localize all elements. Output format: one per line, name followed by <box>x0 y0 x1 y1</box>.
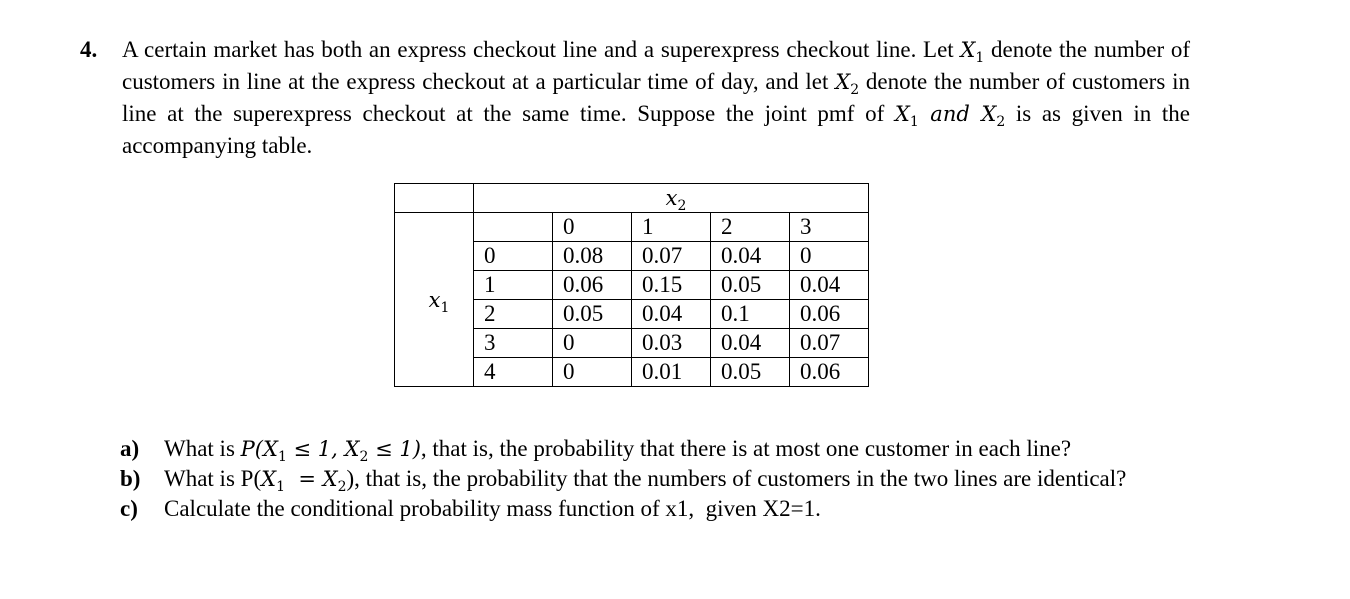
probability-expression: $P(X_1 \le 1$, $X_2 \le 1$) <box>240 437 421 466</box>
probability-cell: 0.07 <box>790 329 869 358</box>
empty-cell <box>474 213 553 242</box>
probability-cell: 0.15 <box>632 271 711 300</box>
probability-cell: 0.04 <box>790 271 869 300</box>
question-b: b) What is $P(X_1 = X_2)$, that is, the probability that the numbers of customers in the two lines are identical? <box>120 466 1127 496</box>
statement-part-2: denote the number of customers in line at the express checkout at a particular time of day, and let <box>122 37 1190 94</box>
question-c: c) Calculate the conditional probability mass function of x1, given X2=1. <box>120 496 821 521</box>
probability-cell: 0.07 <box>632 242 711 271</box>
column-value: 1 <box>632 213 711 242</box>
question-letter: c) <box>120 496 138 521</box>
probability-cell: 0.08 <box>553 242 632 271</box>
row-value: 0 <box>474 242 553 271</box>
statement-part-3: denote the number of customers in line at the superexpress checkout at the same time. Suppose the joint pmf of <box>122 69 1190 126</box>
question-list <box>120 434 1182 523</box>
question-letter: a) <box>120 436 140 461</box>
joint-pmf-table <box>394 183 869 387</box>
probability-cell: 0 <box>553 358 632 387</box>
probability-cell: 0.06 <box>553 271 632 300</box>
probability-cell: 0.01 <box>632 358 711 387</box>
probability-cell: 0.1 <box>711 300 790 329</box>
probability-cell: 0 <box>553 329 632 358</box>
probability-cell: 0.03 <box>632 329 711 358</box>
probability-cell: 0.05 <box>553 300 632 329</box>
question-letter: b) <box>120 466 141 491</box>
table-header-row <box>395 184 869 213</box>
column-values-row <box>395 213 869 242</box>
probability-cell: 0.04 <box>711 242 790 271</box>
problem-4 <box>80 34 1190 161</box>
probability-cell: 0.05 <box>711 358 790 387</box>
column-value: 2 <box>711 213 790 242</box>
problem-number: 4. <box>80 37 98 62</box>
column-value: 3 <box>790 213 869 242</box>
var-x1-and-x2: $X_1$ and $X_2$ <box>894 102 1006 131</box>
question-a: a) What is $P(X_1 \le 1$, $X_2 \le 1$), that is, the probability that there is at most one customer in each line? <box>120 436 1072 466</box>
var-x2: $X_2$ <box>835 70 860 99</box>
column-variable-header: $x_2$ <box>474 184 869 213</box>
row-value: 3 <box>474 329 553 358</box>
problem-statement <box>122 34 1190 161</box>
probability-cell: 0 <box>790 242 869 271</box>
row-value: 1 <box>474 271 553 300</box>
probability-cell: 0.05 <box>711 271 790 300</box>
probability-expression: $X_1 = X_2$ <box>261 467 347 496</box>
row-value: 2 <box>474 300 553 329</box>
statement-part-1: A certain market has both an express checkout line and a superexpress checkout line. Let <box>122 37 961 62</box>
statement-part-4: is as given in the accompanying table. <box>122 101 1190 158</box>
column-value: 0 <box>553 213 632 242</box>
probability-cell: 0.04 <box>711 329 790 358</box>
probability-cell: 0.04 <box>632 300 711 329</box>
row-variable-header: $x_1$ <box>395 213 474 387</box>
probability-cell: 0.06 <box>790 358 869 387</box>
probability-cell: 0.06 <box>790 300 869 329</box>
var-x1: $X_1$ <box>960 38 985 67</box>
row-value: 4 <box>474 358 553 387</box>
corner-cell <box>395 184 474 213</box>
